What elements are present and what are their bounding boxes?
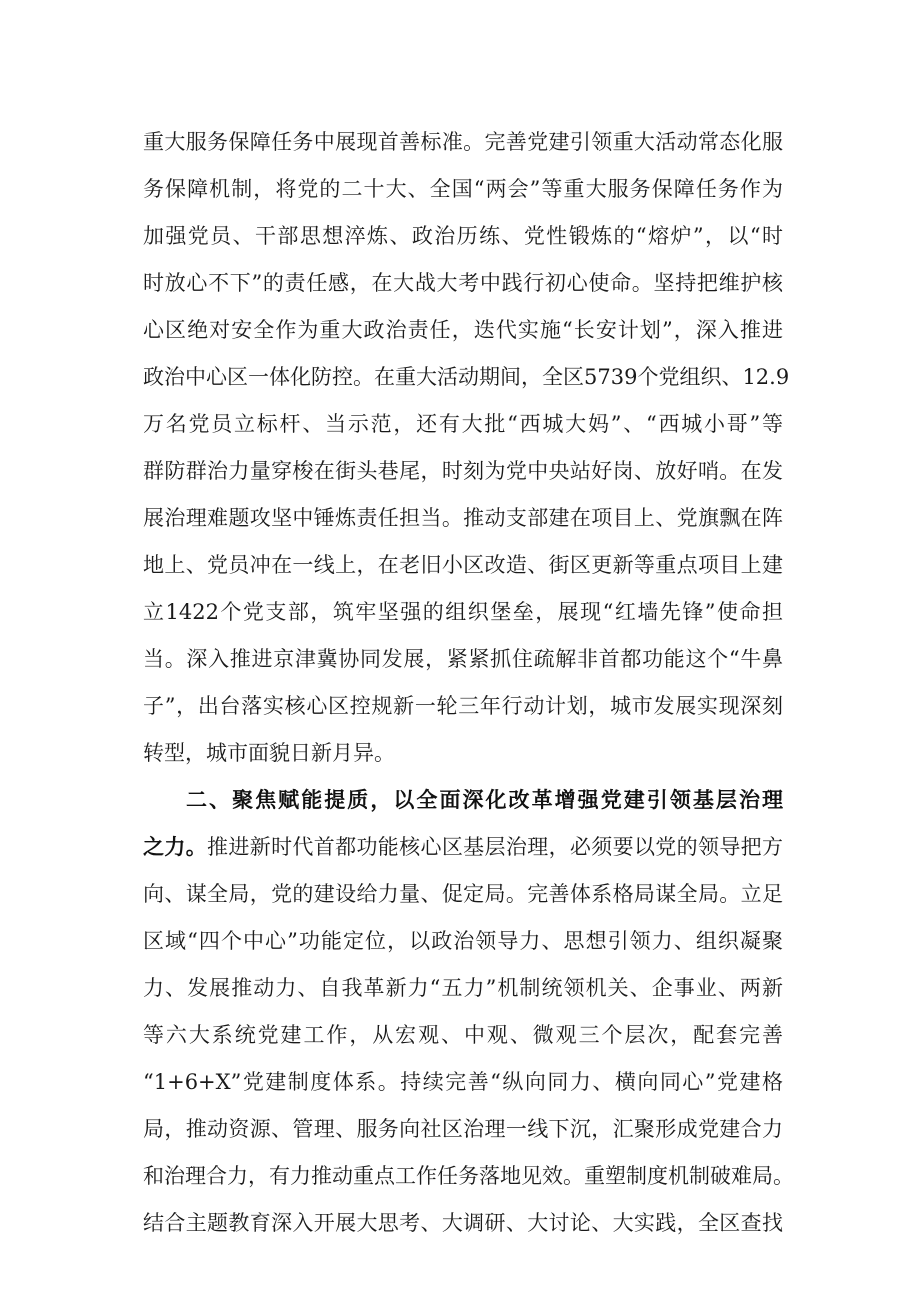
paragraph-line: 区域“四个中心”功能定位，以政治领导力、思想引领力、组织凝聚 xyxy=(143,929,783,953)
paragraph-line: 局，推动资源、管理、服务向社区治理一线下沉，汇聚形成党建合力 xyxy=(143,1117,783,1141)
paragraph-line: 地上、党员冲在一线上，在老旧小区改造、街区更新等重点项目上建 xyxy=(143,553,783,577)
paragraph-line: 万名党员立标杆、当示范，还有大批“西城大妈”、“西城小哥”等 xyxy=(143,412,783,436)
paragraph-line: 等六大系统党建工作，从宏观、中观、微观三个层次，配套完善 xyxy=(143,1023,783,1047)
section-heading-end: 之力。 xyxy=(143,835,208,859)
paragraph-text: 推进新时代首都功能核心区基层治理，必须要以党的领导把方 xyxy=(207,835,784,859)
paragraph-line: 转型，城市面貌日新月异。 xyxy=(143,741,395,765)
paragraph-line: 展治理难题攻坚中锤炼责任担当。推动支部建在项目上、党旗飘在阵 xyxy=(143,506,783,530)
paragraph-line: 立1422个党支部，筑牢坚强的组织堡垒，展现“红墙先锋”使命担 xyxy=(143,600,783,624)
paragraph-line: “1+6+X”党建制度体系。持续完善“纵向同力、横向同心”党建格 xyxy=(143,1070,783,1094)
paragraph-line: 子”，出台落实核心区控规新一轮三年行动计划，城市发展实现深刻 xyxy=(143,694,783,718)
paragraph-line: 当。深入推进京津冀协同发展，紧紧抓住疏解非首都功能这个“牛鼻 xyxy=(143,647,783,671)
paragraph-line: 向、谋全局，党的建设给力量、促定局。完善体系格局谋全局。立足 xyxy=(143,882,783,906)
paragraph-line: 群防群治力量穿梭在街头巷尾，时刻为党中央站好岗、放好哨。在发 xyxy=(143,459,783,483)
paragraph-line: 时放心不下”的责任感，在大战大考中践行初心使命。坚持把维护核 xyxy=(143,271,783,295)
paragraph-line xyxy=(143,833,783,861)
paragraph-line: 和治理合力，有力推动重点工作任务落地见效。重塑制度机制破难局。 xyxy=(143,1164,794,1188)
paragraph-line: 心区绝对安全作为重大政治责任，迭代实施“长安计划”，深入推进 xyxy=(143,318,783,342)
paragraph-line: 政治中心区一体化防控。在重大活动期间，全区5739个党组织、12.9 xyxy=(143,365,790,389)
paragraph-line: 力、发展推动力、自我革新力“五力”机制统领机关、企事业、两新 xyxy=(143,976,783,1000)
paragraph-line: 结合主题教育深入开展大思考、大调研、大讨论、大实践，全区查找 xyxy=(143,1211,783,1235)
paragraph-line: 加强党员、干部思想淬炼、政治历练、党性锻炼的“熔炉”，以“时 xyxy=(143,224,783,248)
paragraph-line: 务保障机制，将党的二十大、全国“两会”等重大服务保障任务作为 xyxy=(143,177,783,201)
section-heading: 二、聚焦赋能提质，以全面深化改革增强党建引领基层治理 xyxy=(186,788,783,812)
paragraph-line: 重大服务保障任务中展现首善标准。完善党建引领重大活动常态化服 xyxy=(143,130,783,154)
